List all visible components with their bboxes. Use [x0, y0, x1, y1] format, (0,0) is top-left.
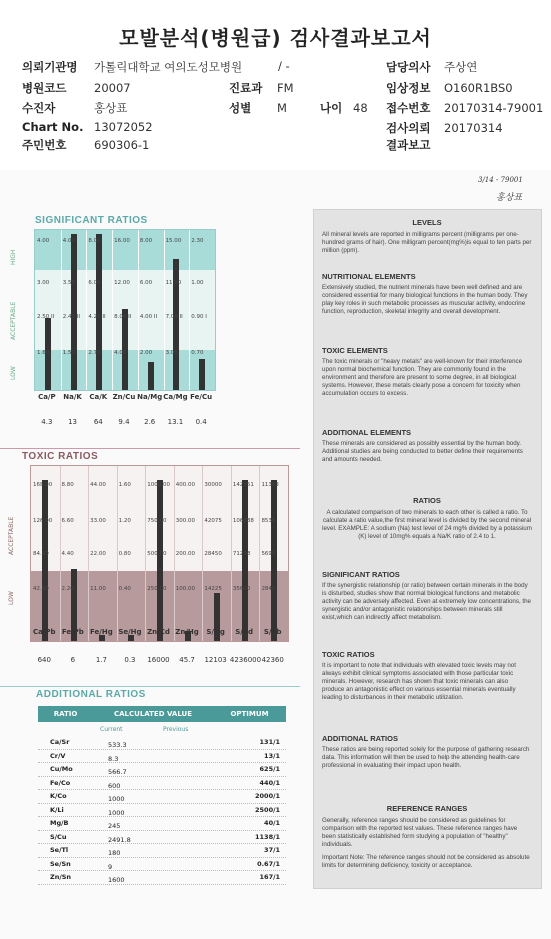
category-label: Na/Mg [137, 393, 163, 401]
toxic-value: 42360 [261, 656, 284, 664]
additional-info-section [322, 734, 532, 770]
toxic-bar-s-cd [242, 480, 248, 641]
ratio-bar-na-mg [148, 362, 154, 390]
tick-label: 2.50 II [37, 314, 55, 320]
ratio-value: 9.4 [118, 418, 130, 426]
tick-label: 35600 [232, 586, 251, 592]
category-label: Ca/P [38, 393, 56, 401]
header-label: 임상정보 [386, 81, 431, 95]
significant-info-text: If the synergistic relationship (or ratio) between certain minerals in the body is disturbed, studies show that normal biological functions and metabolic activity can be adversely affected. Even at extremely low concentrations, the synergistic and/or antagonistic relationships between minerals still exist,which can indirectly affect metabolism. [322, 582, 531, 621]
col-current: Current [100, 726, 123, 733]
toxic-value: 16000 [147, 656, 170, 664]
reference-section [322, 804, 532, 870]
level-acceptable-label: ACCEPTABLE [8, 516, 15, 555]
additional-info-heading: ADDITIONAL RATIOS [322, 734, 398, 743]
optimum-value: 1138/1 [255, 832, 280, 841]
header-doctor [386, 59, 477, 75]
tick-label: 8.00 II [114, 314, 132, 320]
significant-ratios-title: SIGNIFICANT RATIOS [35, 215, 148, 226]
tick-label: 4.20 II [88, 314, 106, 320]
tick-label: 42075 [204, 518, 222, 524]
level-low-label: LOW [8, 591, 15, 605]
optimum-value: 440/1 [259, 778, 280, 787]
tick-label: 750.00 [147, 518, 167, 524]
significant-info-heading: SIGNIFICANT RATIOS [322, 570, 400, 579]
nutritional-section [322, 272, 532, 316]
tick-label: 1.20 [118, 518, 131, 524]
header-label: 검사의뢰 [386, 121, 431, 135]
header-label: 성별 [229, 101, 252, 115]
header-report-date [386, 137, 444, 153]
ratio-name: Ca/Sr [50, 738, 70, 746]
column-divider [231, 466, 232, 641]
tick-label: 200.00 [175, 551, 196, 557]
column-divider [86, 230, 87, 390]
header-sex [229, 100, 287, 116]
table-header [38, 706, 286, 722]
tick-label: 33.00 [90, 518, 106, 524]
header-value: 20170314-79001 [444, 101, 544, 115]
tick-label: 500.00 [147, 551, 167, 557]
category-label: Zn/Cd [147, 628, 170, 636]
table-row [38, 750, 286, 764]
tick-label: 16.00 [114, 238, 130, 244]
category-label: Fe/Cu [190, 393, 213, 401]
toxic-divider [0, 448, 300, 449]
tick-label: 22.00 [90, 551, 106, 557]
column-divider [112, 230, 113, 390]
ratio-name: Cr/V [50, 751, 66, 760]
toxic-elements-heading: TOXIC ELEMENTS [322, 346, 388, 355]
category-label: Ca/Mg [163, 393, 188, 401]
tick-label: 8.00 [88, 238, 101, 244]
toxic-value: 45.7 [179, 656, 195, 664]
col-ratio: RATIO [53, 710, 78, 718]
category-label: Se/Hg [118, 628, 142, 636]
column-divider [138, 230, 139, 390]
col-calculated: CALCULATED VALUE [113, 710, 192, 718]
tick-label: 6.00 [139, 280, 153, 286]
tick-label: 1.60 [118, 482, 131, 488]
tick-label: 0.80 [118, 551, 131, 557]
level-acceptable-label: ACCEPTABLE [10, 301, 17, 340]
ratio-bar-fe-cu [199, 359, 205, 390]
header-chart-no [22, 120, 153, 134]
tick-label: 4.00 [62, 238, 75, 244]
tick-label: 3.00 [37, 280, 50, 286]
tick-label: 2.40 II [62, 314, 80, 320]
optimum-value: 625/1 [259, 765, 280, 773]
handwritten-name: 홍상표 [496, 193, 523, 203]
ratio-name: Zn/Sn [50, 873, 72, 881]
tick-label: 12.00 [114, 280, 130, 286]
optimum-value: 40/1 [264, 819, 280, 827]
ratio-value: 0.4 [195, 418, 207, 426]
header-clinical-info [386, 80, 513, 96]
tick-label: 4.00 II [139, 314, 158, 320]
levels-text: All mineral levels are reported in milligrams percent (milligrams per one-hundred grams of hair). One milligram percent(mg%)is equal to ten parts per million (ppm). [322, 231, 532, 254]
ratio-bar-na-k [71, 234, 77, 390]
tick-label: 300.00 [175, 518, 196, 524]
info-panel [313, 209, 542, 889]
column-divider [88, 466, 89, 641]
tick-label: 8.80 [61, 482, 74, 488]
tick-label: 1.00 [191, 280, 204, 286]
ratio-value: 2.6 [144, 418, 156, 426]
toxic-bar-s-pb [271, 480, 277, 641]
tick-label: 3.50 [62, 280, 75, 286]
additional-info-text: These ratios are being reported solely for the purpose of gathering research data. This information will then be used to help the attending health-care professional in evaluating their impact upon health. [322, 746, 530, 769]
current-value: 2491.8 [108, 835, 131, 844]
toxic-value: 4236000 [229, 656, 262, 664]
levels-heading: LEVELS [412, 218, 442, 227]
tick-label: 2.00 [139, 350, 153, 356]
tick-label: 4.00 [37, 238, 50, 244]
reference-heading: REFERENCE RANGES [386, 804, 468, 813]
current-value: 9 [108, 862, 113, 871]
toxic-info-heading: TOXIC RATIOS [322, 650, 375, 659]
optimum-value: 131/1 [259, 738, 280, 746]
tick-label: 100.00 [175, 586, 196, 592]
tick-label: 400.00 [175, 482, 196, 488]
header-dept [229, 80, 294, 96]
header-hospital-code [22, 80, 131, 96]
optimum-value: 2500/1 [255, 805, 280, 814]
column-divider [259, 466, 260, 641]
toxic-value: 0.3 [124, 656, 136, 664]
header-label: 수진자 [22, 101, 56, 115]
header-ward [278, 59, 290, 73]
tick-label: 1000.00 [147, 482, 170, 488]
header-age [320, 100, 368, 116]
tick-label: 0.40 [118, 586, 131, 592]
table-row [38, 804, 286, 818]
tick-label: 106888 [232, 518, 254, 524]
header-value: 690306-1 [94, 138, 150, 152]
table-row [38, 817, 286, 831]
ratio-name: Se/Tl [50, 846, 69, 854]
ratio-value: 13 [68, 418, 78, 426]
header-value: O160R1BS0 [444, 81, 513, 95]
column-divider [164, 230, 165, 390]
ratio-bar-ca-k [96, 234, 102, 390]
toxic-value: 1.7 [95, 656, 107, 664]
table-row [38, 831, 286, 845]
tick-label: 142351 [232, 482, 254, 488]
tick-label: 6.00 [88, 280, 101, 286]
category-label: S/Pb [263, 628, 282, 636]
tick-label: 84.00 [33, 551, 49, 557]
table-row [38, 736, 286, 750]
header-value: M [277, 101, 287, 115]
header-value: 48 [353, 101, 368, 115]
reference-text: Generally, reference ranges should be considered as guidelines for comparison with the reported test values. These reference ranges have been statistically established form studying a population of "healthy" individuals. [322, 817, 518, 848]
header-label: 의뢰기관명 [22, 60, 78, 74]
tick-label: 42.00 [33, 586, 49, 592]
tick-label: 6.60 [61, 518, 74, 524]
header-patient [22, 100, 127, 116]
table-row [38, 777, 286, 791]
additional-elements-section [322, 428, 532, 464]
tick-label: 168.00 [33, 482, 53, 488]
reference-note: Important Note: The reference ranges should not be considered as absolute limits for determining deficiency, toxicity or acceptance. [322, 854, 530, 869]
header-value: 가톨릭대학교 여의도성모병원 [94, 60, 243, 74]
toxic-elements-section [322, 346, 532, 398]
ratio-value: 4.3 [41, 418, 53, 426]
tick-label: 14225 [204, 586, 222, 592]
toxic-bar-ca-pb [42, 480, 48, 641]
toxic-value: 640 [37, 656, 51, 664]
col-optimum: OPTIMUM [230, 710, 269, 718]
toxic-value: 12103 [204, 656, 227, 664]
optimum-value: 2000/1 [255, 792, 280, 800]
table-row [38, 871, 286, 885]
tick-label: 0.70 [191, 350, 204, 356]
report-title: 모발분석(병원급) 검사결과보고서 [119, 26, 432, 50]
tick-label: 3.00 [165, 350, 178, 356]
level-high-label: HIGH [10, 249, 17, 265]
current-value: 1000 [108, 795, 125, 803]
toxic-ratios-title: TOXIC RATIOS [22, 451, 99, 462]
nutritional-text: Extensively studied, the nutrient minerals have been well defined and are considered essential for many biological functions in the human body. They play key roles in such metabolic processes as muscular activity, endocrine function, reproduction, skeletal integrity and overall development. [322, 284, 528, 315]
tick-label: 71238 [232, 551, 251, 557]
tick-label: 5690 [261, 551, 276, 557]
header-resident-no [22, 137, 149, 153]
toxic-value: 6 [70, 656, 76, 664]
nutritional-heading: NUTRITIONAL ELEMENTS [322, 272, 416, 281]
header-label: Chart No. [22, 120, 84, 134]
tick-label: 11.00 [165, 280, 182, 286]
handwritten-receipt: 3/14 - 79001 [478, 176, 523, 184]
optimum-value: 13/1 [264, 751, 280, 760]
tick-label: 44.00 [90, 482, 106, 488]
additional-ratios-title: ADDITIONAL RATIOS [36, 689, 146, 700]
header-label: 나이 [320, 101, 343, 115]
tick-label: 11383 [261, 482, 279, 488]
tick-label: 1.60 [37, 350, 50, 356]
category-label: Fe/Hg [90, 628, 113, 636]
col-previous: Previous [163, 726, 189, 733]
current-value: 245 [108, 822, 121, 830]
additional-ratios-table [38, 706, 286, 885]
levels-section [322, 218, 532, 255]
header-label: 접수번호 [386, 101, 431, 115]
tick-label: 8535 [261, 518, 276, 524]
category-label: Ca/K [89, 393, 108, 401]
header-value: 13072052 [94, 120, 153, 134]
category-label: Na/K [63, 393, 82, 401]
header-value: 주상연 [444, 60, 478, 74]
tick-label: 2.20 [61, 586, 74, 592]
current-value: 180 [108, 849, 121, 857]
table-row [38, 790, 286, 804]
category-label: Ca/Pb [32, 628, 56, 636]
ratios-heading: RATIOS [413, 496, 441, 505]
tick-label: 126.00 [33, 518, 53, 524]
header-label: 주민번호 [22, 138, 67, 152]
current-value: 533.3 [108, 741, 127, 749]
table-row [38, 763, 286, 777]
tick-label: 0.90 I [191, 314, 207, 320]
ratio-name: Mg/B [50, 819, 69, 827]
current-value: 1000 [108, 808, 125, 817]
toxic-info-section [322, 650, 532, 702]
significant-ratios-chart [34, 229, 216, 391]
ratio-name: K/Co [50, 792, 67, 800]
header-label: 결과보고 [386, 138, 431, 152]
header-receipt-no [386, 100, 543, 116]
header-value: FM [277, 81, 294, 95]
column-divider [117, 466, 118, 641]
subheader [38, 722, 286, 736]
ratios-text: A calculated comparison of two minerals to each other is called a ratio. To calculate a ratio value,the first mineral level is divided by the second mineral level. EXAMPLE: A sodium (Na) test level of 24 mg% divided by a potassium (K) level of 10mg% equals a Na/K ratio of 2.4 to 1. [322, 509, 532, 540]
header-value: 20170314 [444, 121, 503, 135]
tick-label: 8.00 [139, 238, 153, 244]
category-label: S/Hg [206, 628, 225, 636]
column-divider [61, 230, 62, 390]
header-value: / - [278, 59, 290, 73]
tick-label: 4.00 [114, 350, 127, 356]
level-low-label: LOW [10, 366, 17, 380]
tick-label: 30000 [204, 482, 222, 488]
header-label: 진료과 [229, 81, 263, 95]
ratio-name: Se/Sn [50, 859, 71, 868]
category-label: Fe/Pb [61, 628, 84, 636]
header-value: 홍상표 [94, 101, 128, 115]
header-value: 20007 [94, 81, 131, 95]
additional-elements-heading: ADDITIONAL ELEMENTS [322, 428, 412, 437]
header-request-date [386, 120, 503, 136]
optimum-value: 167/1 [259, 873, 280, 881]
additional-divider [0, 686, 300, 687]
tick-label: 4.40 [61, 551, 74, 557]
ratios-section [322, 496, 532, 541]
header-label: 담당의사 [386, 60, 431, 74]
current-value: 8.3 [108, 754, 119, 763]
current-value: 1600 [108, 876, 125, 884]
ratio-name: Cu/Mo [50, 765, 73, 773]
table-row [38, 858, 286, 872]
ratio-value: 64 [93, 418, 103, 426]
significant-info-section [322, 570, 532, 622]
current-value: 600 [108, 781, 121, 790]
column-divider [174, 466, 175, 641]
tick-label: 2.70 [88, 350, 101, 356]
tick-label: 250.00 [147, 586, 167, 592]
optimum-value: 0.67/1 [257, 859, 280, 868]
tick-label: 7.00 II [165, 314, 183, 320]
column-divider [202, 466, 203, 641]
ratio-bar-ca-mg [173, 259, 179, 390]
category-label: S/Cd [235, 628, 254, 636]
ratio-name: K/Li [50, 805, 64, 814]
column-divider [60, 466, 61, 641]
additional-elements-text: These minerals are considered as possibly essential by the human body. Additional studies are being conducted to better define their requirements and amounts needed. [322, 440, 523, 463]
category-label: Zn/Hg [175, 628, 199, 636]
column-divider [145, 466, 146, 641]
toxic-bar-zn-cd [157, 480, 163, 641]
toxic-ratios-chart [30, 465, 289, 642]
header-institution [22, 59, 242, 75]
toxic-elements-text: The toxic minerals or "heavy metals" are well-known for their interference upon normal biochemical function. They are commonly found in the environment and therefore are present to some degree, in all biological systems. However, these metals clearly pose a concern for toxicity when accumulation occurs to excess. [322, 358, 523, 397]
tick-label: 11.00 [90, 586, 106, 592]
ratio-value: 13.1 [167, 418, 184, 426]
category-label: Zn/Cu [112, 393, 136, 401]
current-value: 566.7 [108, 768, 127, 776]
tick-label: 15.00 [165, 238, 182, 244]
tick-label: 2.30 [191, 238, 204, 244]
tick-label: 1.50 [62, 350, 75, 356]
tick-label: 2845 [261, 586, 276, 592]
header-label: 병원코드 [22, 81, 67, 95]
tick-label: 28450 [204, 551, 222, 557]
ratio-name: Fe/Co [50, 778, 71, 787]
toxic-info-text: It is important to note that individuals with elevated toxic levels may not always exhibit clinical symptoms associated with those particular toxic minerals. However, research has shown that toxic minerals can also produce an antagonistic effect on various essential minerals eventually leading to disturbances in their metabolic utilization. [322, 662, 516, 701]
high-band [35, 230, 215, 270]
optimum-value: 37/1 [264, 846, 280, 854]
column-divider [189, 230, 190, 390]
table-row [38, 844, 286, 858]
ratio-name: S/Cu [50, 832, 67, 841]
